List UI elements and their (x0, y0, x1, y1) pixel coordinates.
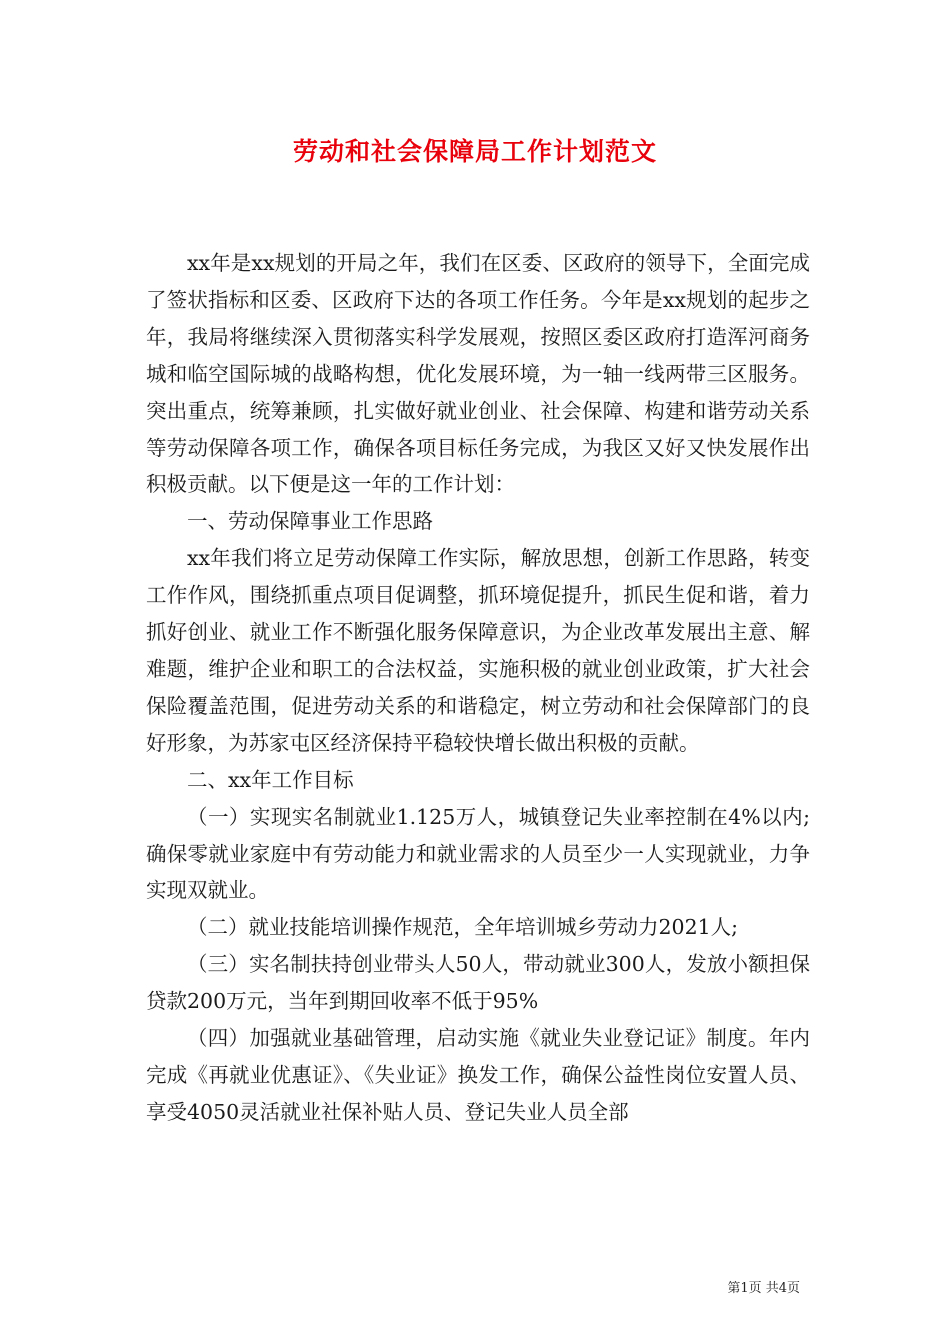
paragraph-goal-2: （二）就业技能培训操作规范，全年培训城乡劳动力2021人; (187, 915, 739, 940)
document-body (146, 245, 810, 1131)
heading-work-approach: 一、劳动保障事业工作思路 (187, 509, 433, 534)
paragraph-goal-1: （一）实现实名制就业1.125万人，城镇登记失业率控制在4%以内;确保零就业家庭中有劳动能力和就业需求的人员至少一人实现就业，力争实现双就业。 (146, 804, 810, 903)
paragraph-goal-4: （四）加强就业基础管理，启动实施《就业失业登记证》制度。年内完成《再就业优惠证》、《失业证》换发工作，确保公益性岗位安置人员、享受4050灵活就业社保补贴人员、登记失业人员全部 (146, 1026, 810, 1124)
heading-work-goals: 二、xx年工作目标 (187, 767, 354, 792)
paragraph-work-approach: xx年我们将立足劳动保障工作实际，解放思想，创新工作思路，转变工作作风，围绕抓重点项目促调整，抓环境促提升，抓民生促和谐，着力抓好创业、就业工作不断强化服务保障意识，为企业改革发展出主意、解难题，维护企业和职工的合法权益，实施积极的就业创业政策，扩大社会保险覆盖范围，促进劳动关系的和谐稳定，树立劳动和社会保障部门的良好形象，为苏家屯区经济保持平稳较快增长做出积极的贡献。 (146, 546, 810, 755)
paragraph-goal-3: （三）实名制扶持创业带头人50人，带动就业300人，发放小额担保贷款200万元，当年到期回收率不低于95% (146, 952, 810, 1014)
document-title: 劳动和社会保障局工作计划范文 (292, 137, 657, 166)
paragraph-intro: xx年是xx规划的开局之年，我们在区委、区政府的领导下，全面完成了签状指标和区委、区政府下达的各项工作任务。今年是xx规划的起步之年，我局将继续深入贯彻落实科学发展观，按照区委区政府打造浑河商务城和临空国际城的战略构想，优化发展环境，为一轴一线两带三区服务。突出重点，统筹兼顾，扎实做好就业创业、社会保障、构建和谐劳动关系等劳动保障各项工作，确保各项目标任务完成，为我区又好又快发展作出积极贡献。以下便是这一年的工作计划： (146, 251, 810, 497)
page-number: 第1页 共4页 (727, 1281, 800, 1296)
